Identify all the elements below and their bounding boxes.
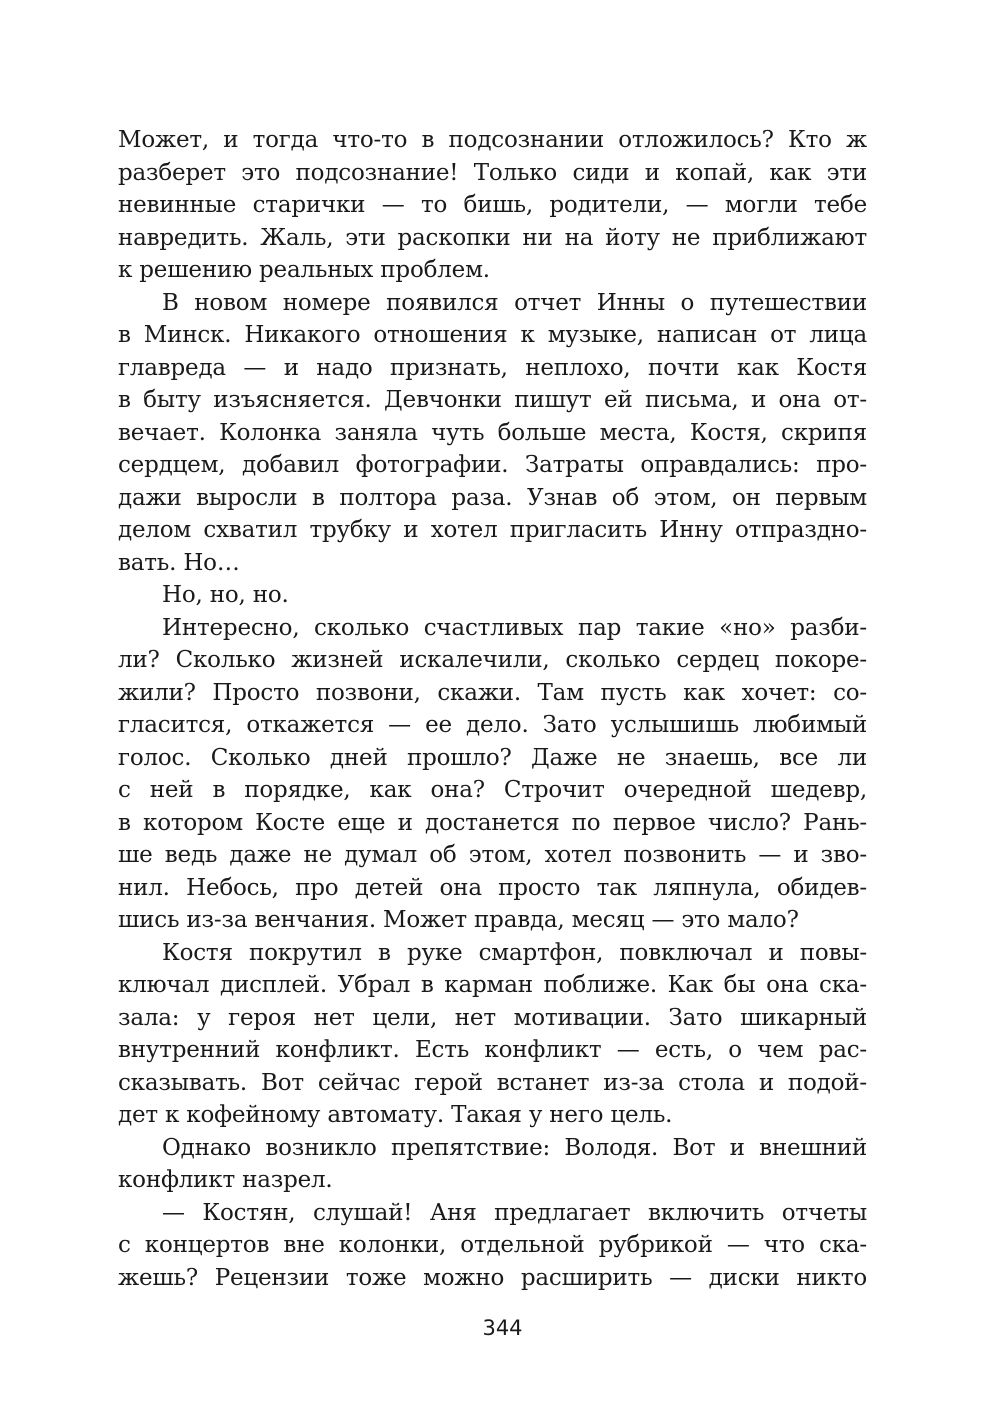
text-line: Но, но, но.	[162, 582, 289, 608]
text-line: жешь? Рецензии тоже можно расширить — диски никто	[118, 1264, 867, 1291]
text-line: жили? Просто позвони, скажи. Там пусть как хочет: со-	[118, 679, 867, 706]
text-line: Может, и тогда что-то в подсознании отложилось? Кто ж	[118, 127, 867, 153]
body-text	[118, 124, 867, 1294]
text-line: гласится, откажется — ее дело. Зато услышишь любимый	[118, 712, 867, 738]
text-line: голос. Сколько дней прошло? Даже не знаешь, все ли	[118, 744, 867, 771]
text-line: внутренний конфликт. Есть конфликт — есть, о чем рас-	[118, 1037, 867, 1063]
text-line: ли? Сколько жизней искалечили, сколько сердец покоре-	[118, 647, 867, 673]
text-line: конфликт назрел.	[118, 1167, 333, 1193]
text-line: нил. Небось, про детей она просто так ляпнула, обидев-	[118, 874, 867, 901]
text-line: дажи выросли в полтора раза. Узнав об этом, он первым	[118, 484, 867, 511]
page-number: 344	[482, 1316, 523, 1340]
text-line: сердцем, добавил фотографии. Затраты оправдались: про-	[118, 452, 867, 478]
text-line: зала: у героя нет цели, нет мотивации. Зато шикарный	[118, 1004, 867, 1031]
text-line: ше ведь даже не думал об этом, хотел позвонить — и зво-	[118, 842, 867, 868]
text-line: шись из-за венчания. Может правда, месяц — это мало?	[118, 907, 799, 933]
text-line: главреда — и надо признать, неплохо, почти как Костя	[118, 354, 867, 381]
text-line: навредить. Жаль, эти раскопки ни на йоту не приближают	[118, 224, 867, 251]
text-line: разберет это подсознание! Только сиди и копай, как эти	[118, 159, 867, 186]
text-line: вать. Но…	[118, 549, 240, 576]
text-line: Интересно, сколько счастливых пар такие «но» разби-	[162, 614, 867, 641]
text-line: Костя покрутил в руке смартфон, повключал и повы-	[162, 939, 867, 966]
text-line: — Костян, слушай! Аня предлагает включить отчеты	[162, 1199, 867, 1226]
text-line: в Минск. Никакого отношения к музыке, написан от лица	[118, 322, 867, 348]
text-line: В новом номере появился отчет Инны о путешествии	[162, 289, 867, 316]
text-line: Однако возникло препятствие: Володя. Вот и внешний	[162, 1134, 867, 1161]
text-line: дет к кофейному автомату. Такая у него цель.	[118, 1102, 673, 1128]
text-line: вечает. Колонка заняла чуть больше места, Костя, скрипя	[118, 419, 867, 446]
text-line: к решению реальных проблем.	[118, 257, 490, 283]
text-line: с ней в порядке, как она? Строчит очередной шедевр,	[118, 777, 867, 803]
text-line: в котором Косте еще и достанется по первое число? Рань-	[118, 809, 867, 836]
text-line: невинные старички — то бишь, родители, — могли тебе	[118, 192, 867, 218]
text-line: ключал дисплей. Убрал в карман поближе. Как бы она ска-	[118, 972, 867, 998]
text-line: сказывать. Вот сейчас герой встанет из-за стола и подой-	[118, 1069, 867, 1096]
text-line: делом схватил трубку и хотел пригласить Инну отпраздно-	[118, 517, 867, 543]
text-line: в быту изъясняется. Девчонки пишут ей письма, и она от-	[118, 387, 867, 413]
text-line: с концертов вне колонки, отдельной рубрикой — что ска-	[118, 1232, 867, 1258]
